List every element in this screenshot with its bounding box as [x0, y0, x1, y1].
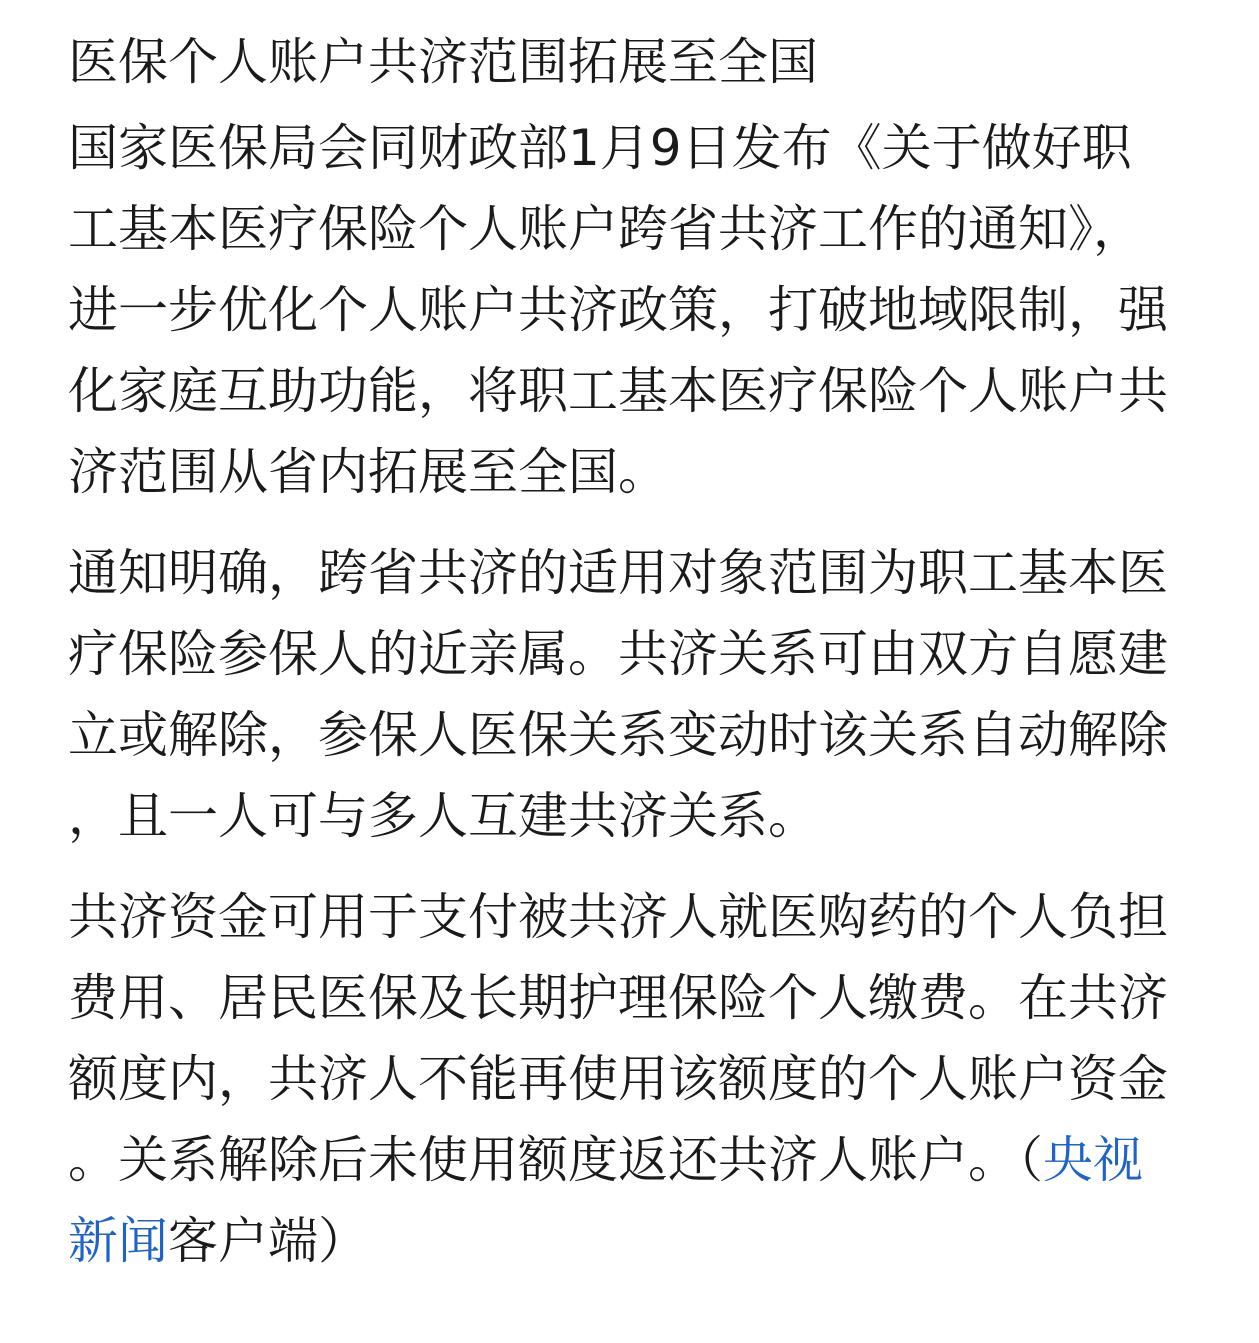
article-title: 医保个人账户共济范围拓展至全国 [68, 33, 818, 91]
paragraph-2: 通知明确，跨省共济的适用对象范围为职工基本医疗保险参保人的近亲属。共济关系可由双方自愿建立或解除，参保人医保关系变动时该关系自动解除，且一人可与多人互建共济关系。 [68, 544, 1168, 845]
source-link[interactable]: 央视新闻 [68, 1131, 1143, 1270]
paragraph-3 [68, 877, 1178, 1282]
paragraph-3-text: 共济资金可用于支付被共济人就医购药的个人负担费用、居民医保及长期护理保险个人缴费。在共济额度内，共济人不能再使用该额度的个人账户资金。关系解除后未使用额度返还共济人账户。（ [68, 888, 1168, 1189]
source-suffix: 客户端） [168, 1212, 368, 1270]
paragraph-1: 国家医保局会同财政部1月9日发布《关于做好职工基本医疗保险个人账户跨省共济工作的通知》，进一步优化个人账户共济政策，打破地域限制，强化家庭互助功能，将职工基本医疗保险个人账户共济范围从省内拓展至全国。 [68, 119, 1168, 501]
article [68, 22, 1178, 1302]
